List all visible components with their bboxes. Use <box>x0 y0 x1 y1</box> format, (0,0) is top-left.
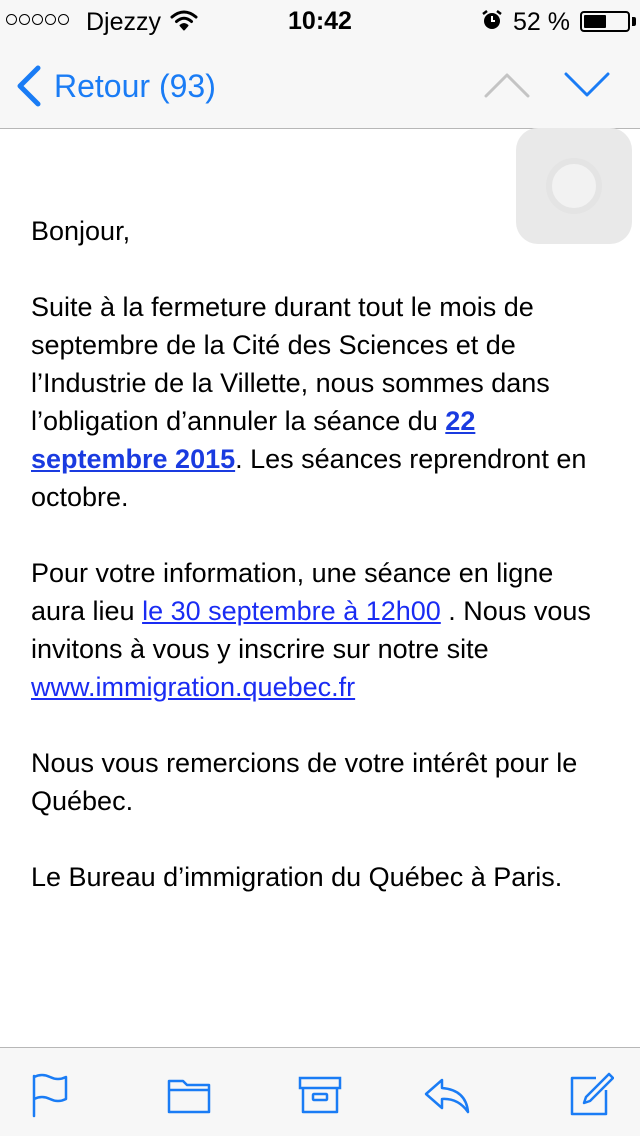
back-button[interactable] <box>14 62 216 110</box>
clock: 10:42 <box>288 7 352 35</box>
assistive-touch-inner-circle <box>546 158 602 214</box>
previous-message-chevron-up-icon[interactable] <box>484 70 530 100</box>
reply-icon[interactable] <box>424 1072 470 1118</box>
folder-icon[interactable] <box>166 1072 212 1118</box>
compose-icon[interactable] <box>568 1072 614 1118</box>
flag-icon[interactable] <box>28 1072 74 1118</box>
alarm-clock-icon <box>481 9 503 31</box>
message-body <box>31 212 611 934</box>
website-link[interactable]: www.immigration.quebec.fr <box>31 672 356 702</box>
paragraph-online-session: Pour votre information, une séance en ligne aura lieu le 30 septembre à 12h00 . Nous vous invitons à vous y inscrire sur notre site www.immigration.quebec.fr <box>31 558 591 702</box>
archive-icon[interactable] <box>297 1072 343 1118</box>
status-bar <box>0 0 640 40</box>
chevron-left-icon <box>14 64 44 108</box>
greeting: Bonjour, <box>31 216 131 246</box>
carrier-name: Djezzy <box>86 8 162 36</box>
battery-level <box>584 15 606 28</box>
date-link-30-september[interactable]: le 30 septembre à 12h00 <box>142 596 441 626</box>
signature: Le Bureau d’immigration du Québec à Paris. <box>31 862 563 892</box>
paragraph-cancellation: Suite à la fermeture durant tout le mois de septembre de la Cité des Sciences et de l’Industrie de la Villette, nous sommes dans l’obligation d’annuler la séance du 22 septembre 2015. Les séances reprendront en octobre. <box>31 292 587 512</box>
date-link-22-september[interactable]: 22 septembre 2015 <box>31 406 476 474</box>
battery-tip <box>632 17 636 26</box>
navigation-bar <box>0 40 640 129</box>
back-label: Retour (93) <box>54 67 216 104</box>
battery-icon <box>580 11 630 32</box>
next-message-chevron-down-icon[interactable] <box>564 70 610 100</box>
paragraph-thanks: Nous vous remercions de votre intérêt pour le Québec. <box>31 748 578 816</box>
bottom-toolbar <box>0 1047 640 1136</box>
battery-percentage: 52 % <box>513 8 570 36</box>
